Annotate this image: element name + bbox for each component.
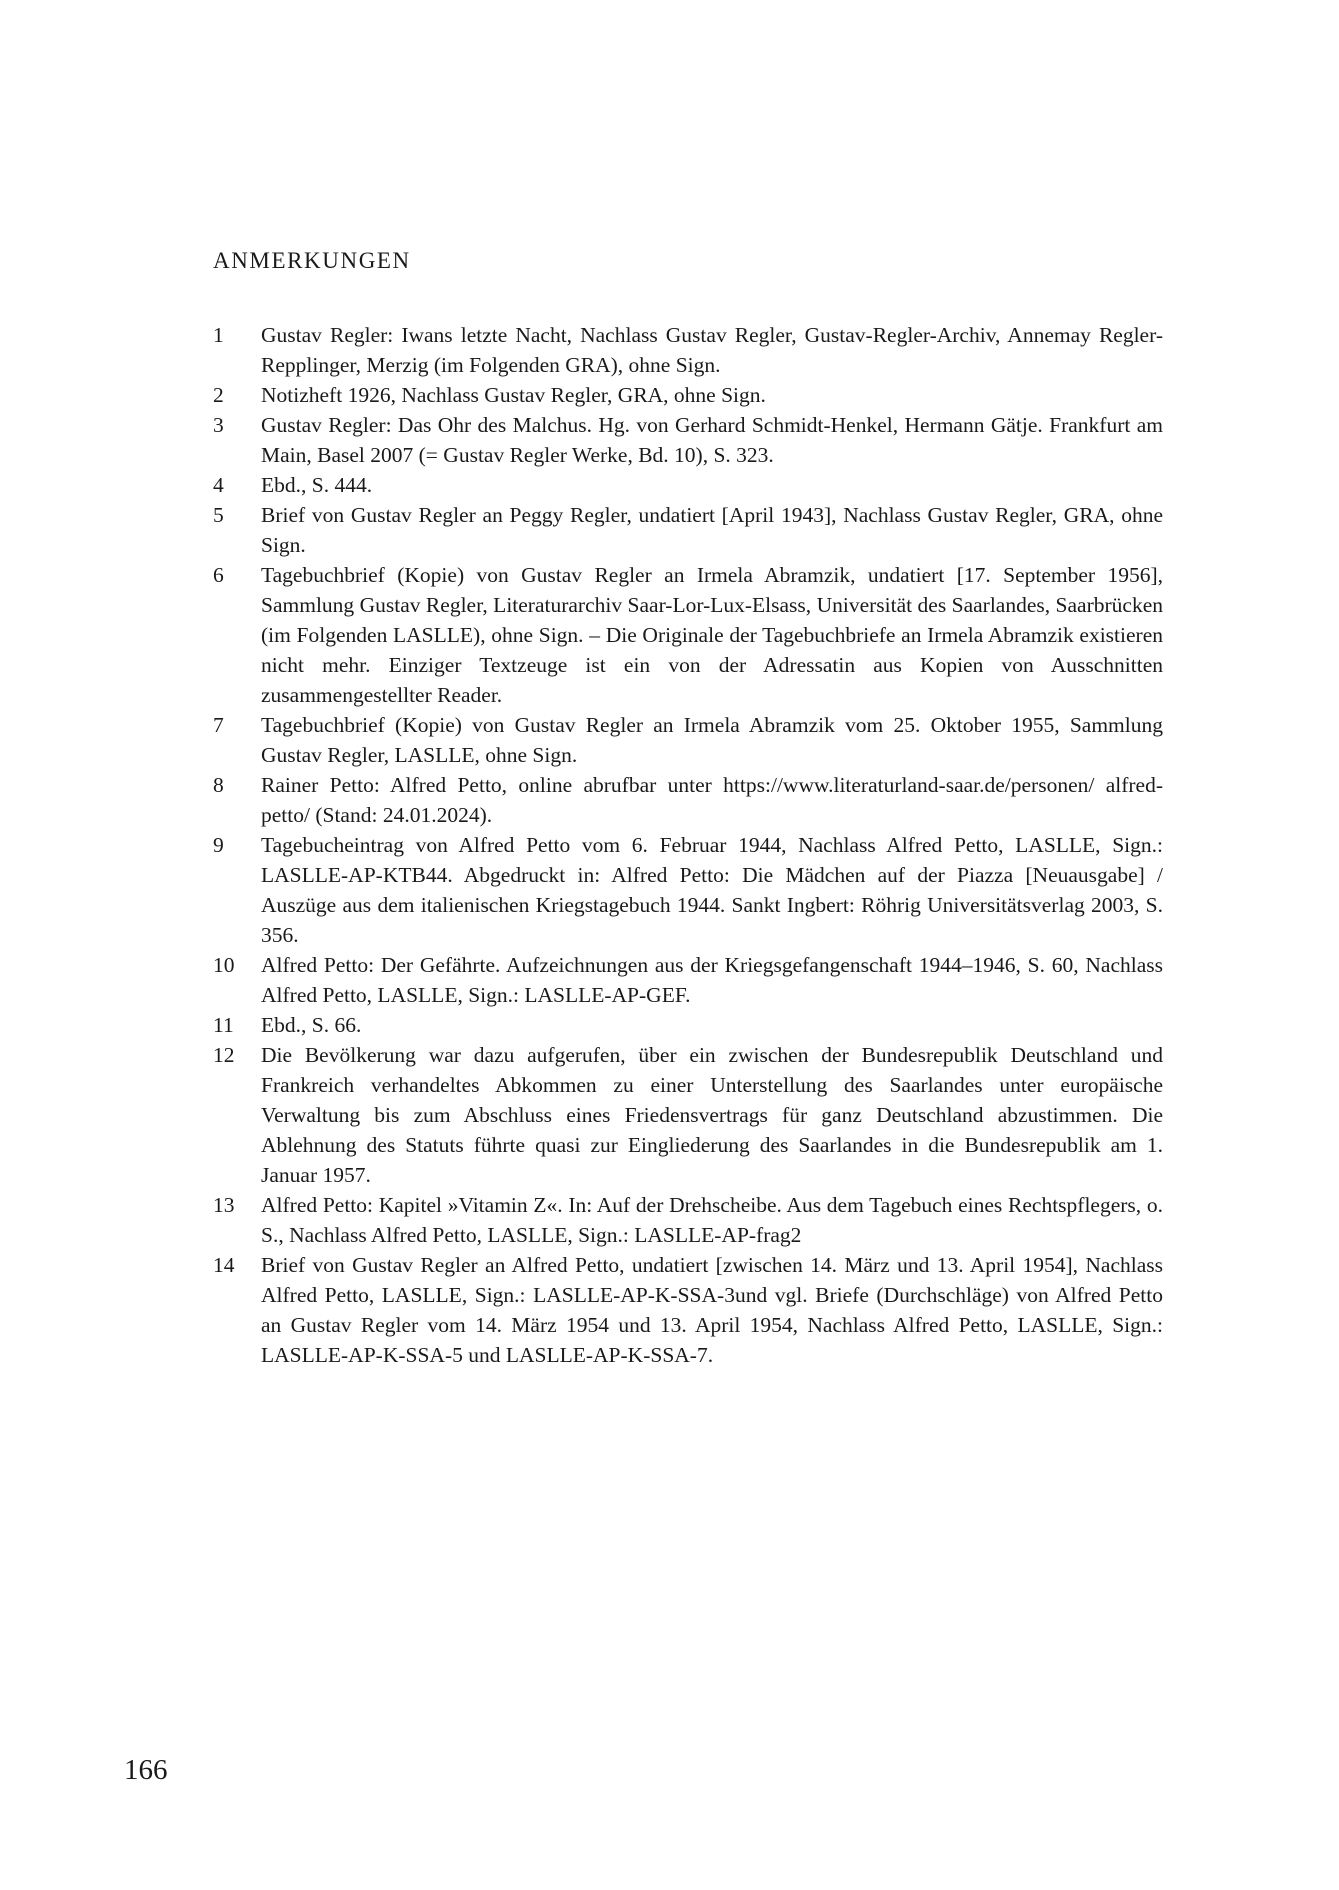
note-text: Alfred Petto: Der Gefährte. Aufzeichnungen aus der Kriegsgefangenschaft 1944–1946, S. 60, Nachlass Alfred Petto, LASLLE, Sign.: LASLLE-AP-GEF. <box>261 953 1163 1007</box>
note-text: Tagebuchbrief (Kopie) von Gustav Regler an Irmela Abramzik vom 25. Oktober 1955, Sammlung Gustav Regler, LASLLE, ohne Sign. <box>261 713 1163 767</box>
note-number: 5 <box>213 503 224 527</box>
note-text: Tagebuchbrief (Kopie) von Gustav Regler an Irmela Abramzik, undatiert [17. September 1956], Sammlung Gustav Regler, Literaturarchiv Saar-Lor-Lux-Elsass, Universität des Saarlandes, Saarbrücken (im Folgenden LASLLE), ohne Sign. – Die Originale der Tagebuchbriefe an Irmela Abramzik existieren nicht mehr. Einziger Textzeuge ist ein von der Adressatin aus Kopien von Ausschnitten zusammengestellter Reader. <box>261 563 1163 707</box>
note-text: Alfred Petto: Kapitel »Vitamin Z«. In: Auf der Drehscheibe. Aus dem Tagebuch eines Rechtspflegers, o. S., Nachlass Alfred Petto, LASLLE, Sign.: LASLLE-AP-frag2 <box>261 1193 1163 1247</box>
note-item <box>213 770 1163 830</box>
note-item <box>213 560 1163 710</box>
note-item <box>213 320 1163 380</box>
note-number: 13 <box>213 1193 235 1217</box>
note-number: 2 <box>213 383 224 407</box>
note-item <box>213 710 1163 770</box>
note-number: 8 <box>213 773 224 797</box>
note-number: 10 <box>213 953 235 977</box>
note-text: Gustav Regler: Das Ohr des Malchus. Hg. von Gerhard Schmidt-Henkel, Hermann Gätje. Frankfurt am Main, Basel 2007 (= Gustav Regler Werke, Bd. 10), S. 323. <box>261 413 1163 467</box>
note-text: Brief von Gustav Regler an Peggy Regler, undatiert [April 1943], Nachlass Gustav Regler, GRA, ohne Sign. <box>261 503 1163 557</box>
note-number: 6 <box>213 563 224 587</box>
note-item <box>213 1190 1163 1250</box>
note-text: Ebd., S. 444. <box>261 473 373 497</box>
note-item <box>213 470 1163 500</box>
note-item <box>213 1250 1163 1370</box>
note-number: 9 <box>213 833 224 857</box>
note-item <box>213 950 1163 1010</box>
note-text: Notizheft 1926, Nachlass Gustav Regler, GRA, ohne Sign. <box>261 383 766 407</box>
note-text: Rainer Petto: Alfred Petto, online abrufbar unter https://www.literaturland-saar.de/personen/ alfred-petto/ (Stand: 24.01.2024). <box>261 773 1163 827</box>
note-number: 1 <box>213 323 224 347</box>
note-number: 7 <box>213 713 224 737</box>
note-number: 4 <box>213 473 224 497</box>
notes-list <box>213 320 1163 1370</box>
note-number: 14 <box>213 1253 235 1277</box>
note-number: 11 <box>213 1013 234 1037</box>
note-number: 3 <box>213 413 224 437</box>
note-text: Die Bevölkerung war dazu aufgerufen, über ein zwischen der Bundesrepublik Deutschland und Frankreich verhandeltes Abkommen zu einer Unterstellung des Saarlandes unter europäische Verwaltung bis zum Abschluss eines Friedensvertrags für ganz Deutschland abzustimmen. Die Ablehnung des Statuts führte quasi zur Eingliederung des Saarlandes in die Bundesrepublik am 1. Januar 1957. <box>261 1043 1163 1187</box>
section-heading: ANMERKUNGEN <box>213 248 411 273</box>
page-number: 166 <box>124 1754 168 1786</box>
note-text: Gustav Regler: Iwans letzte Nacht, Nachlass Gustav Regler, Gustav-Regler-Archiv, Annemay Regler-Repplinger, Merzig (im Folgenden GRA), ohne Sign. <box>261 323 1163 377</box>
note-number: 12 <box>213 1043 235 1067</box>
note-text: Brief von Gustav Regler an Alfred Petto, undatiert [zwischen 14. März und 13. April 1954], Nachlass Alfred Petto, LASLLE, Sign.: LASLLE-AP-K-SSA-3und vgl. Briefe (Durchschläge) von Alfred Petto an Gustav Regler vom 14. März 1954 und 13. April 1954, Nachlass Alfred Petto, LASLLE, Sign.: LASLLE-AP-K-SSA-5 und LASLLE-AP-K-SSA-7. <box>261 1253 1163 1367</box>
note-text: Tagebucheintrag von Alfred Petto vom 6. Februar 1944, Nachlass Alfred Petto, LASLLE, Sign.: LASLLE-AP-KTB44. Abgedruckt in: Alfred Petto: Die Mädchen auf der Piazza [Neuausgabe] / Auszüge aus dem italienischen Kriegstagebuch 1944. Sankt Ingbert: Röhrig Universitätsverlag 2003, S. 356. <box>261 833 1163 947</box>
note-text: Ebd., S. 66. <box>261 1013 362 1037</box>
note-item <box>213 1040 1163 1190</box>
note-item <box>213 830 1163 950</box>
note-item <box>213 410 1163 470</box>
note-item <box>213 380 1163 410</box>
note-item <box>213 1010 1163 1040</box>
note-item <box>213 500 1163 560</box>
